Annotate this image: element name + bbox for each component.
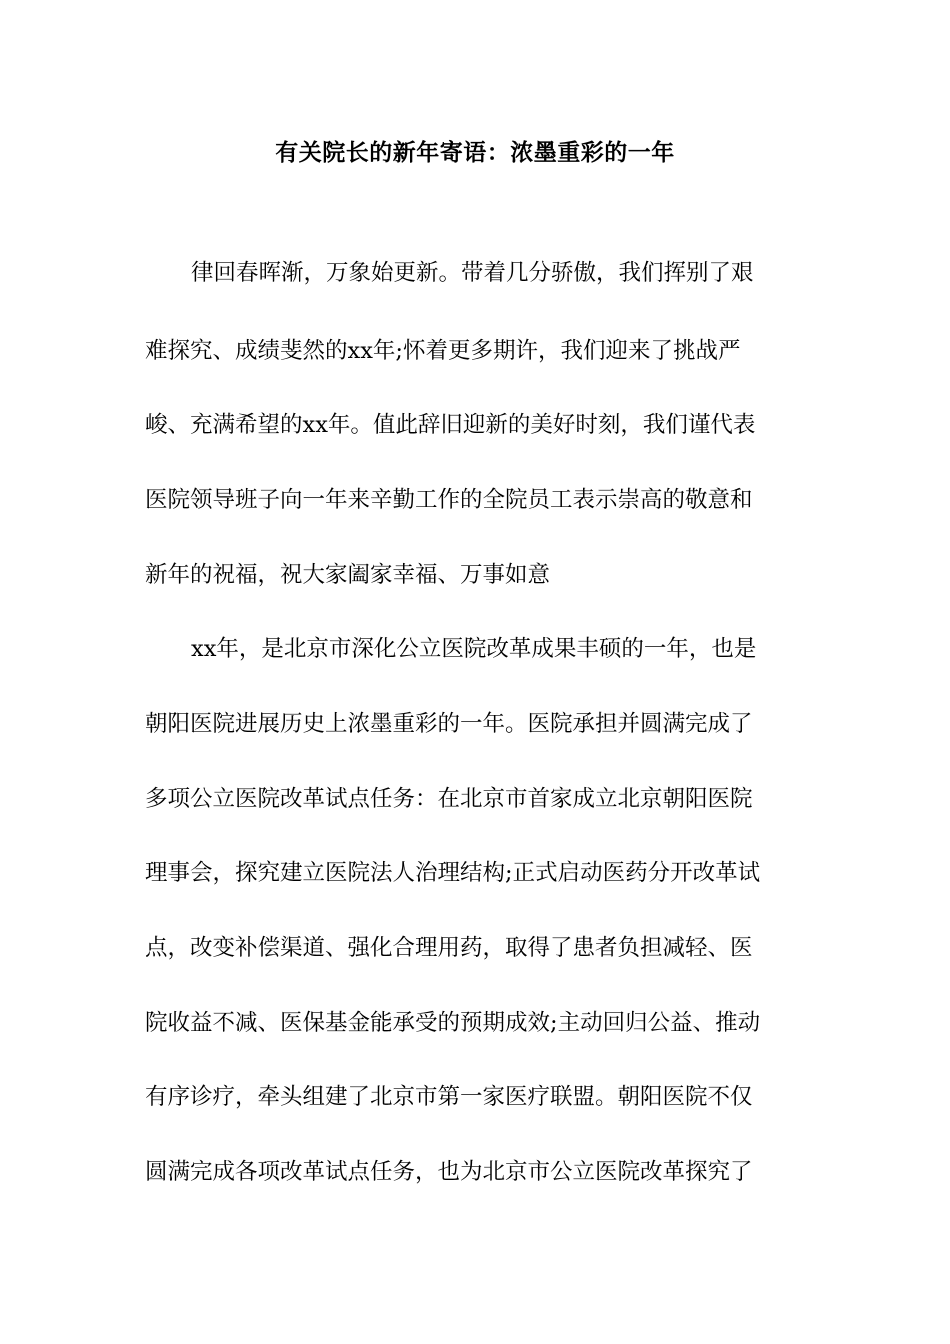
paragraph-2-line-6: 院收益不减、医保基金能承受的预期成效;主动回归公益、推动 (145, 1010, 761, 1036)
paragraph-2-line-8: 圆满完成各项改革试点任务，也为北京市公立医院改革探究了 (145, 1159, 753, 1185)
paragraph-1-line-2: 难探究、成绩斐然的xx年;怀着更多期许，我们迎来了挑战严 (145, 338, 741, 364)
paragraph-1-line-5: 新年的祝福，祝大家阖家幸福、万事如意 (145, 562, 551, 588)
paragraph-2-line-2: 朝阳医院进展历史上浓墨重彩的一年。医院承担并圆满完成了 (145, 711, 753, 737)
document-title: 有关院长的新年寄语：浓墨重彩的一年 (275, 139, 675, 166)
paragraph-2-line-4: 理事会，探究建立医院法人治理结构;正式启动医药分开改革试 (145, 860, 761, 886)
paragraph-1-line-3: 峻、充满希望的xx年。值此辞旧迎新的美好时刻，我们谨代表 (145, 412, 756, 438)
paragraph-2-line-3: 多项公立医院改革试点任务：在北京市首家成立北京朝阳医院 (145, 786, 753, 812)
paragraph-2-line-5: 点，改变补偿渠道、强化合理用药，取得了患者负担减轻、医 (145, 935, 753, 961)
paragraph-2-line-7: 有序诊疗，牵头组建了北京市第一家医疗联盟。朝阳医院不仅 (145, 1084, 753, 1110)
paragraph-1-line-4: 医院领导班子向一年来辛勤工作的全院员工表示崇高的敬意和 (145, 487, 753, 513)
paragraph-1-line-1: 律回春晖渐，万象始更新。带着几分骄傲，我们挥别了艰 (191, 260, 754, 286)
paragraph-2-line-1: xx年，是北京市深化公立医院改革成果丰硕的一年，也是 (191, 636, 757, 662)
